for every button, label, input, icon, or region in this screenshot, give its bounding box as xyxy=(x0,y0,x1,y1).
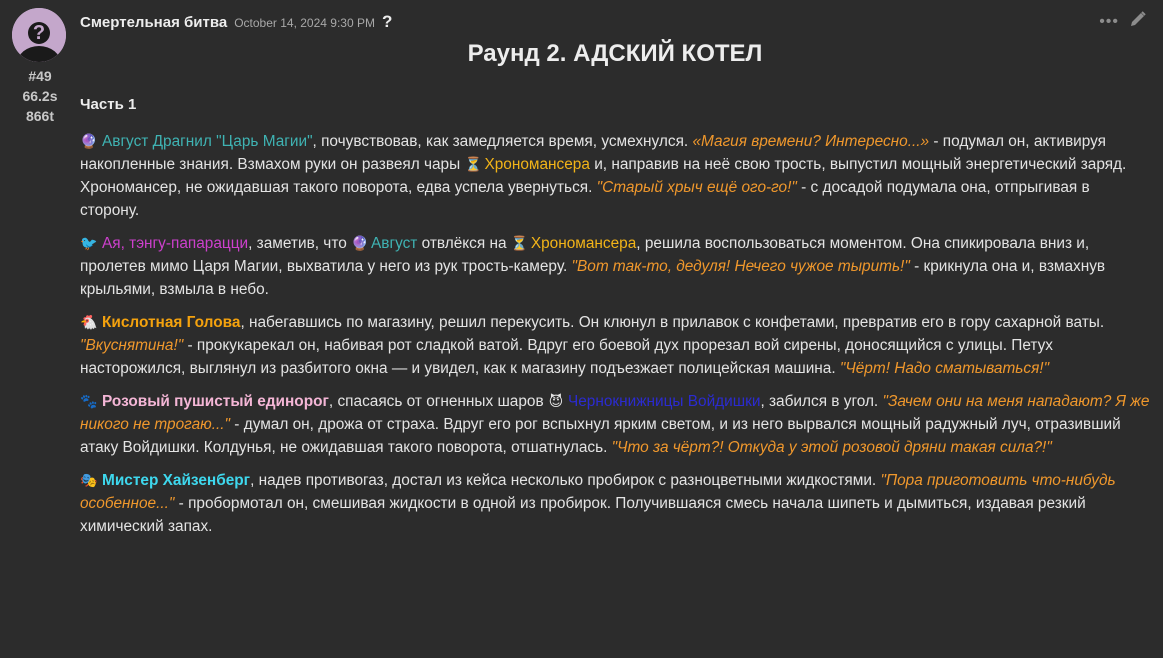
token-count: 866t xyxy=(25,108,55,124)
inline-emoji-icon: ⏳ xyxy=(510,235,529,251)
post-title: Раунд 2. АДСКИЙ КОТЕЛ xyxy=(467,40,763,67)
character-emoji-icon: 🐦 xyxy=(80,235,98,251)
narration-text: - пробормотал он, смешивая жидкости в одной из пробирок. Получившаяся смесь начала шипеть и дымиться, издавая резкий химический запах. xyxy=(80,495,1086,535)
quote-text: "Пора приготовить что-нибудь особенное..." xyxy=(80,472,1116,512)
narration-text: - с досадой подумала она, отпрыгивая в сторону. xyxy=(80,179,1090,219)
post-timestamp: October 14, 2024 9:30 PM xyxy=(234,16,375,30)
help-icon[interactable]: ? xyxy=(381,12,393,31)
quote-text: "Старый хрыч ещё ого-го!" xyxy=(596,179,797,196)
character-name: Ая, тэнгу-папарацци xyxy=(102,235,249,252)
story-paragraph xyxy=(80,130,1152,222)
narration-text: - крикнула она и, взмахнув крыльями, взмыла в небо. xyxy=(80,258,1106,298)
narration-text: и, направив на неё свою трость, выпустил мощный энергетический заряд. Хрономансер, не ожидавшая такого поворота, едва успела увернуться. xyxy=(80,156,1127,196)
post-stats xyxy=(0,66,80,126)
narration-text: - подумал он, активируя накопленные знания. Взмахом руки он развеял чары xyxy=(80,133,1106,173)
character-name: Хрономансера xyxy=(484,156,590,173)
narration-text: , надев противогаз, достал из кейса несколько пробирок с разноцветными жидкостями. xyxy=(250,472,881,489)
inline-emoji-icon: ⏳ xyxy=(464,156,482,172)
story-paragraph xyxy=(80,469,1152,538)
post-header xyxy=(80,12,392,34)
narration-text: , спасаясь от огненных шаров xyxy=(328,393,548,410)
narration-text: - прокукарекал он, набивая рот сладкой ватой. Вдруг его боевой дух прорезал вой сирены, доносящийся с улицы. Петух насторожился, выглянул из разбитого окна — и увидел, как к магазину подъезжает полицейская машина. xyxy=(80,337,1053,377)
more-options-icon[interactable]: ••• xyxy=(1099,12,1119,30)
svg-text:?: ? xyxy=(32,22,46,44)
part-heading: Часть 1 xyxy=(80,96,137,113)
character-name: Чернокнижницы Войдишки xyxy=(567,393,761,410)
quote-text: "Вкуснятина!" xyxy=(80,337,184,354)
narration-text: , заметив, что xyxy=(248,235,352,252)
quote-text: "Чёрт! Надо сматываться!" xyxy=(839,360,1050,377)
inline-emoji-icon: 🔮 xyxy=(351,235,369,251)
character-name: Август Драгнил "Царь Магии" xyxy=(102,133,313,150)
author-name[interactable]: Смертельная битва xyxy=(80,14,228,31)
quote-text: "Зачем они на меня нападают? Я же никого не трогаю..." xyxy=(80,393,1150,433)
narration-text: отвлёкся на xyxy=(417,235,511,252)
avatar[interactable] xyxy=(12,8,66,62)
character-emoji-icon: 🐾 xyxy=(80,393,98,409)
character-name: Розовый пушистый единорог xyxy=(102,393,329,410)
post-actions xyxy=(1099,10,1147,33)
narration-text: , почувствовав, как замедляется время, усмехнулся. xyxy=(312,133,693,150)
character-emoji-icon: 🎭 xyxy=(80,472,98,488)
post-number: #49 xyxy=(28,68,52,84)
character-name: Кислотная Голова xyxy=(102,314,241,331)
character-emoji-icon: 🔮 xyxy=(80,133,98,149)
quote-text: "Вот так-то, дедуля! Нечего чужое тырить!" xyxy=(571,258,910,275)
character-name: Мистер Хайзенберг xyxy=(102,472,251,489)
quote-text: «Магия времени? Интересно...» xyxy=(692,133,930,150)
inline-emoji-icon: 😈 xyxy=(548,393,564,409)
story-paragraph xyxy=(80,232,1152,301)
post-content xyxy=(80,130,1152,548)
mystery-person-icon xyxy=(12,8,66,62)
generation-time: 66.2s xyxy=(22,88,58,104)
narration-text: , забился в угол. xyxy=(760,393,883,410)
narration-text: - думал он, дрожа от страха. Вдруг его рог вспыхнул ярким светом, и из него вырвался мощный радужный луч, отразивший атаку Войдишки. Колдунья, не ожидавшая такого поворота, отшатнулась. xyxy=(80,416,1121,456)
edit-icon[interactable] xyxy=(1129,10,1147,33)
narration-text: , решила воспользоваться моментом. Она спикировала вниз и, пролетев мимо Царя Магии, выхватила у него из рук трость-камеру. xyxy=(80,235,1090,275)
story-paragraph xyxy=(80,311,1152,380)
character-name: Август xyxy=(371,235,418,252)
character-name: Хрономансера xyxy=(530,235,637,252)
quote-text: "Что за чёрт?! Откуда у этой розовой дряни такая сила?!" xyxy=(611,439,1052,456)
narration-text: , набегавшись по магазину, решил перекусить. Он клюнул в прилавок с конфетами, превратив его в гору сахарной ваты. xyxy=(240,314,1105,331)
character-emoji-icon: 🐔 xyxy=(80,314,98,330)
story-paragraph xyxy=(80,390,1152,459)
